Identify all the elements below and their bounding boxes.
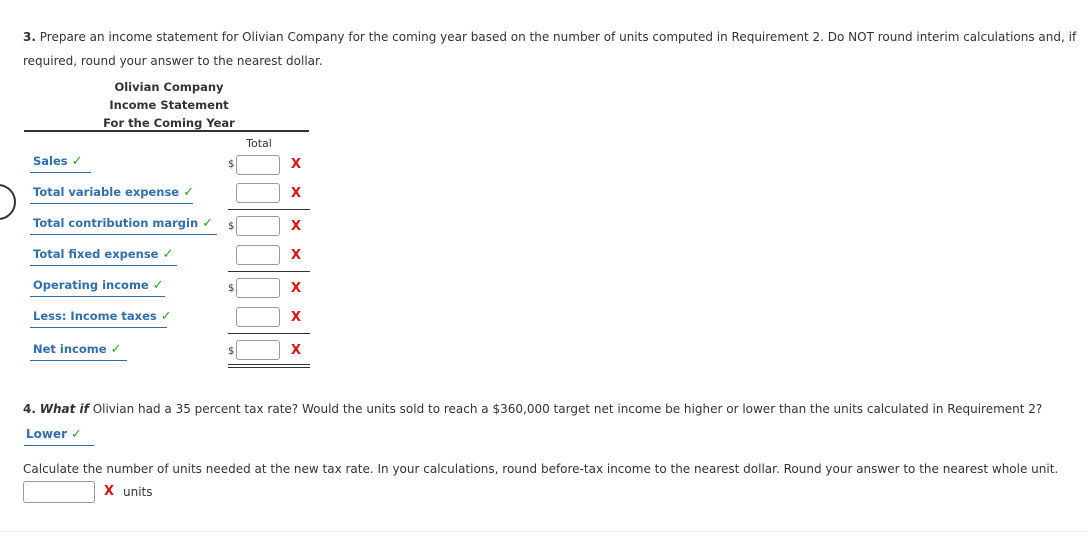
incorrect-x-icon: X bbox=[291, 343, 302, 358]
dollar-sign: $ bbox=[228, 221, 235, 232]
row-label-text: Less: Income taxes bbox=[33, 309, 157, 323]
question-4-what-if: What if bbox=[39, 402, 89, 416]
dollar-sign: $ bbox=[228, 283, 235, 294]
total-variable-expense-input[interactable] bbox=[236, 183, 280, 203]
incorrect-x-icon: X bbox=[291, 281, 302, 296]
row-label-text: Sales bbox=[33, 154, 68, 168]
check-icon: ✓ bbox=[71, 154, 83, 169]
statement-period: For the Coming Year bbox=[103, 116, 235, 130]
question-4-body: Olivian had a 35 percent tax rate? Would the units sold to reach a $360,000 target net income be higher or lower than the units calculated in Requirement 2? bbox=[88, 402, 1043, 416]
double-rule-top bbox=[228, 364, 310, 365]
incorrect-x-icon: X bbox=[291, 219, 302, 234]
income-taxes-input[interactable] bbox=[236, 307, 280, 327]
check-icon: ✓ bbox=[71, 427, 82, 442]
row-label-text: Total contribution margin bbox=[33, 216, 199, 230]
row-label-text: Net income bbox=[33, 342, 107, 356]
subtotal-rule bbox=[228, 271, 310, 272]
bottom-divider bbox=[0, 531, 1088, 532]
incorrect-x-icon: X bbox=[291, 248, 302, 263]
column-header-total: Total bbox=[246, 137, 272, 150]
check-icon: ✓ bbox=[162, 247, 174, 262]
statement-header-rule bbox=[24, 130, 309, 132]
sales-input[interactable] bbox=[236, 155, 280, 175]
row-label-total-fixed-expense[interactable] bbox=[30, 245, 177, 266]
row-label-net-income[interactable] bbox=[30, 340, 127, 361]
side-circle-marker bbox=[0, 184, 16, 220]
double-rule-bottom bbox=[228, 367, 310, 368]
answer-dropdown-lower[interactable] bbox=[24, 425, 94, 446]
row-label-total-contribution-margin[interactable] bbox=[30, 214, 217, 235]
row-label-total-variable-expense[interactable] bbox=[30, 183, 193, 204]
subtotal-rule bbox=[228, 209, 310, 210]
incorrect-x-icon: X bbox=[291, 310, 302, 325]
dollar-sign: $ bbox=[228, 159, 235, 170]
check-icon: ✓ bbox=[160, 309, 172, 324]
row-label-text: Total variable expense bbox=[33, 185, 180, 199]
check-icon: ✓ bbox=[202, 216, 214, 231]
subtotal-rule bbox=[228, 333, 310, 334]
total-contribution-margin-input[interactable] bbox=[236, 216, 280, 236]
question-3-body: Prepare an income statement for Olivian Company for the coming year based on the number of units computed in Requirement 2. Do NOT round interim calculations and, if required, round your answer to the nearest dollar. bbox=[23, 30, 1077, 68]
question-3-text bbox=[23, 25, 1083, 73]
net-income-input[interactable] bbox=[236, 340, 280, 360]
check-icon: ✓ bbox=[183, 185, 195, 200]
incorrect-x-icon: X bbox=[291, 157, 302, 172]
question-3-number: 3. bbox=[23, 30, 36, 44]
total-fixed-expense-input[interactable] bbox=[236, 245, 280, 265]
dollar-sign: $ bbox=[228, 346, 235, 357]
units-input[interactable] bbox=[23, 481, 95, 503]
answer-text: Lower bbox=[26, 427, 68, 441]
row-label-operating-income[interactable] bbox=[30, 276, 165, 297]
incorrect-x-icon: X bbox=[291, 186, 302, 201]
row-label-sales[interactable] bbox=[30, 152, 91, 173]
units-label: units bbox=[123, 485, 153, 499]
question-4-number: 4. bbox=[23, 402, 36, 416]
row-label-less-income-taxes[interactable] bbox=[30, 307, 172, 328]
question-4-text bbox=[23, 400, 1042, 418]
check-icon: ✓ bbox=[152, 278, 164, 293]
row-label-text: Total fixed expense bbox=[33, 247, 159, 261]
incorrect-x-icon: X bbox=[104, 484, 115, 499]
calculate-instructions: Calculate the number of units needed at the new tax rate. In your calculations, round before-tax income to the nearest dollar. Round your answer to the nearest whole unit. bbox=[23, 462, 1059, 476]
check-icon: ✓ bbox=[110, 342, 122, 357]
statement-title: Income Statement bbox=[109, 98, 229, 112]
row-label-text: Operating income bbox=[33, 278, 149, 292]
statement-company: Olivian Company bbox=[114, 80, 224, 94]
operating-income-input[interactable] bbox=[236, 278, 280, 298]
